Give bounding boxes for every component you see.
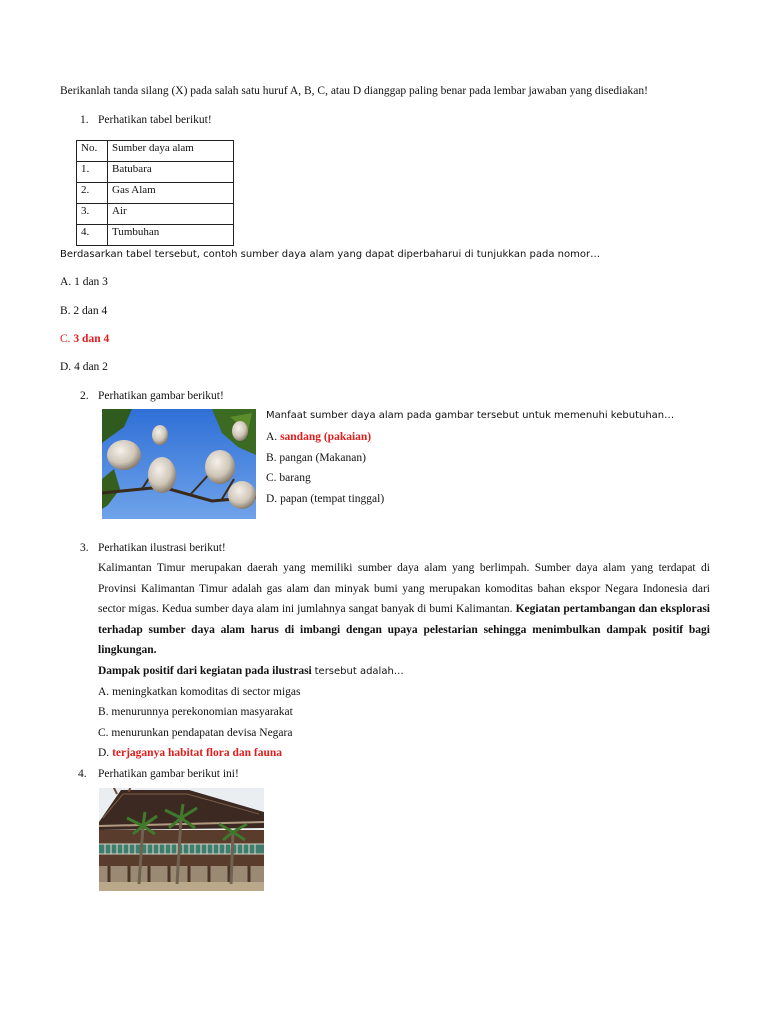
option-letter: A. bbox=[266, 431, 278, 443]
option-text-answer: 3 dan 4 bbox=[73, 333, 110, 345]
q1-option-c[interactable] bbox=[60, 333, 109, 345]
option-text-answer: sandang (pakaian) bbox=[280, 431, 372, 443]
q2-question: Manfaat sumber daya alam pada gambar tersebut untuk memenuhi kebutuhan… bbox=[266, 410, 675, 421]
table-cell: 1. bbox=[77, 162, 108, 183]
q2-option-d[interactable] bbox=[266, 493, 384, 505]
option-text: 1 dan 3 bbox=[74, 276, 108, 288]
option-text: papan (tempat tinggal) bbox=[280, 493, 385, 505]
table-row bbox=[77, 162, 234, 183]
longhouse-photo-icon bbox=[99, 788, 264, 891]
cotton-plant-image bbox=[102, 409, 256, 519]
instruction-text: Berikanlah tanda silang (X) pada salah satu huruf A, B, C, atau D dianggap paling benar pada lembar jawaban yang disediakan! bbox=[60, 85, 648, 97]
q3-paragraph-bold: Kegiatan pertambangan dan eksplorasi terhadap sumber daya alam harus di imbangi dengan upaya pelestarian sehingga menimbulkan dampak positif bagi lingkungan. bbox=[98, 603, 711, 656]
q1-prompt: Perhatikan tabel berikut! bbox=[98, 114, 212, 126]
table-cell: 2. bbox=[77, 183, 108, 204]
cotton-plant-photo-icon bbox=[102, 409, 256, 519]
option-text: meningkatkan komoditas di sector migas bbox=[112, 686, 301, 698]
table-header-row bbox=[77, 141, 234, 162]
option-text: 2 dan 4 bbox=[73, 305, 108, 317]
q4-number: 4. bbox=[78, 768, 87, 780]
option-letter: A. bbox=[98, 686, 110, 698]
option-letter: B. bbox=[98, 706, 109, 718]
table-row bbox=[77, 183, 234, 204]
q2-number: 2. bbox=[80, 390, 89, 402]
q1-option-a[interactable] bbox=[60, 276, 108, 288]
q1-question: Berdasarkan tabel tersebut, contoh sumber daya alam yang dapat diperbaharui di tunjukkan pada nomor… bbox=[60, 249, 601, 260]
option-text-answer: terjaganya habitat flora dan fauna bbox=[112, 747, 283, 759]
table-row bbox=[77, 204, 234, 225]
q3-question-bold: Dampak positif dari kegiatan pada ilustrasi bbox=[98, 665, 312, 677]
option-letter: C. bbox=[266, 472, 277, 484]
option-letter: B. bbox=[60, 305, 71, 317]
q1-option-b[interactable] bbox=[60, 305, 107, 317]
option-letter: B. bbox=[266, 452, 277, 464]
q3-option-b[interactable] bbox=[98, 706, 293, 718]
q2-prompt: Perhatikan gambar berikut! bbox=[98, 390, 224, 402]
table-cell: 3. bbox=[77, 204, 108, 225]
option-letter: A. bbox=[60, 276, 72, 288]
q3-number: 3. bbox=[80, 542, 89, 554]
q3-paragraph bbox=[98, 558, 710, 661]
option-letter: D. bbox=[266, 493, 278, 505]
q3-paragraph-plain: Kalimantan Timur merupakan daerah yang memiliki sumber daya alam yang berlimpah. Sumber daya alam yang terdapat di Provinsi Kalimantan Timur adalah gas alam dan minyak bumi yang merupakan komoditas bahan ekspor Negara Indonesia dari sector migas. Kedua sumber daya alam ini jumlahnya sangat banyak di bumi Kalimantan. bbox=[98, 562, 710, 615]
option-letter: D. bbox=[98, 747, 110, 759]
table-row bbox=[77, 225, 234, 246]
option-letter: C. bbox=[98, 727, 109, 739]
option-letter: C. bbox=[60, 333, 71, 345]
q3-prompt: Perhatikan ilustrasi berikut! bbox=[98, 542, 226, 554]
table-cell: Batubara bbox=[108, 162, 234, 183]
q3-option-c[interactable] bbox=[98, 727, 292, 739]
q4-prompt: Perhatikan gambar berikut ini! bbox=[98, 768, 239, 780]
q1-number: 1. bbox=[80, 114, 89, 126]
table-cell: Air bbox=[108, 204, 234, 225]
option-text: menurunnya perekonomian masyarakat bbox=[111, 706, 293, 718]
q3-option-d[interactable] bbox=[98, 747, 282, 759]
option-text: 4 dan 2 bbox=[74, 361, 108, 373]
table-cell: Gas Alam bbox=[108, 183, 234, 204]
q2-option-a[interactable] bbox=[266, 431, 371, 443]
option-text: barang bbox=[279, 472, 311, 484]
q2-option-b[interactable] bbox=[266, 452, 366, 464]
q1-option-d[interactable] bbox=[60, 361, 108, 373]
longhouse-image bbox=[99, 788, 264, 891]
q3-question-rest: tersebut adalah… bbox=[314, 666, 404, 677]
option-letter: D. bbox=[60, 361, 72, 373]
table-cell: 4. bbox=[77, 225, 108, 246]
table-header-cell: Sumber daya alam bbox=[108, 141, 234, 162]
table-cell: Tumbuhan bbox=[108, 225, 234, 246]
option-text: pangan (Makanan) bbox=[279, 452, 366, 464]
q2-option-c[interactable] bbox=[266, 472, 311, 484]
q1-table bbox=[76, 140, 234, 246]
q3-question bbox=[98, 665, 404, 677]
option-text: menurunkan pendapatan devisa Negara bbox=[111, 727, 293, 739]
table-header-cell: No. bbox=[77, 141, 108, 162]
q3-option-a[interactable] bbox=[98, 686, 301, 698]
